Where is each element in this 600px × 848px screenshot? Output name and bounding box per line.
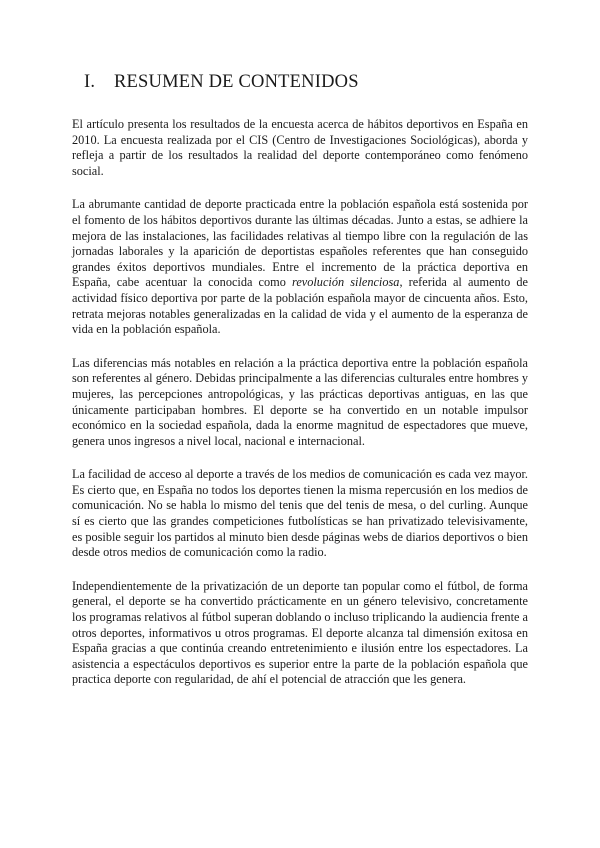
paragraph-2-text-before: La abrumante cantidad de deporte practicada entre la población española está sostenida por el fomento de los hábitos deportivos durante las últimas décadas. Junto a estas, se adhiere la mejora de las instalaciones, las facilidades relativas al tiempo libre con la regulación de las jornadas laborales y la aparición de deportistas españoles referentes que han conseguido grandes éxitos deportivos mundiales. Entre el incremento de la práctica deportiva en España, cabe acentuar la conocida como — [72, 197, 528, 290]
section-heading — [84, 72, 528, 93]
paragraph-2 — [72, 197, 528, 337]
paragraph-2-text-after: , referida al aumento de actividad físico deportiva por parte de la población española mayor de cincuenta años. Esto, retrata mejoras notables generalizadas en la calidad de vida y el aumento de la esperanza de vida en la población española. — [72, 275, 529, 337]
paragraph-2-emphasis: revolución silenciosa — [292, 275, 400, 290]
paragraph-4: La facilidad de acceso al deporte a través de los medios de comunicación es cada vez mayor. Es cierto que, en España no todos los deportes tienen la misma repercusión en los medios de comunicación. No se habla lo mismo del tenis que del tenis de mesa, o del curling. Aunque sí es cierto que las grandes competiciones futbolísticas se han privatizado televisivamente, es posible seguir los partidos al minuto bien desde páginas webs de diarios deportivos o bien desde otros medios de comunicación como la radio. — [72, 467, 528, 560]
paragraph-5: Independientemente de la privatización de un deporte tan popular como el fútbol, de forma general, el deporte se ha convertido prácticamente en un género televisivo, concretamente los programas relativos al fútbol superan doblando o incluso triplicando la audiencia frente a otros deportes, informativos u otros programas. El deporte alcanza tal dimensión exitosa en España gracias a que continúa creando entretenimiento e ilusión entre los espectadores. La asistencia a espectáculos deportivos es superior entre la parte de la población española que practica deporte con regularidad, de ahí el potencial de atracción que les genera. — [72, 578, 528, 687]
paragraph-3: Las diferencias más notables en relación a la práctica deportiva entre la población española son referentes al género. Debidas principalmente a las diferencias culturales entre hombres y mujeres, las percepciones antropológicas, y las prácticas deportivas antiguas, en las que únicamente participaban hombres. El deporte se ha convertido en un notable impulsor económico en la sociedad española, dada la enorme magnitud de espectadores que mueve, genera unos ingresos a nivel local, nacional e internacional. — [72, 355, 528, 448]
paragraph-1: El artículo presenta los resultados de la encuesta acerca de hábitos deportivos en España en 2010. La encuesta realizada por el CIS (Centro de Investigaciones Sociológicas), aborda y refleja a partir de los resultados la realidad del deporte contemporáneo como fenómeno social. — [72, 117, 528, 178]
section-number: I. — [84, 72, 96, 92]
section-title: RESUMEN DE CONTENIDOS — [114, 72, 359, 92]
